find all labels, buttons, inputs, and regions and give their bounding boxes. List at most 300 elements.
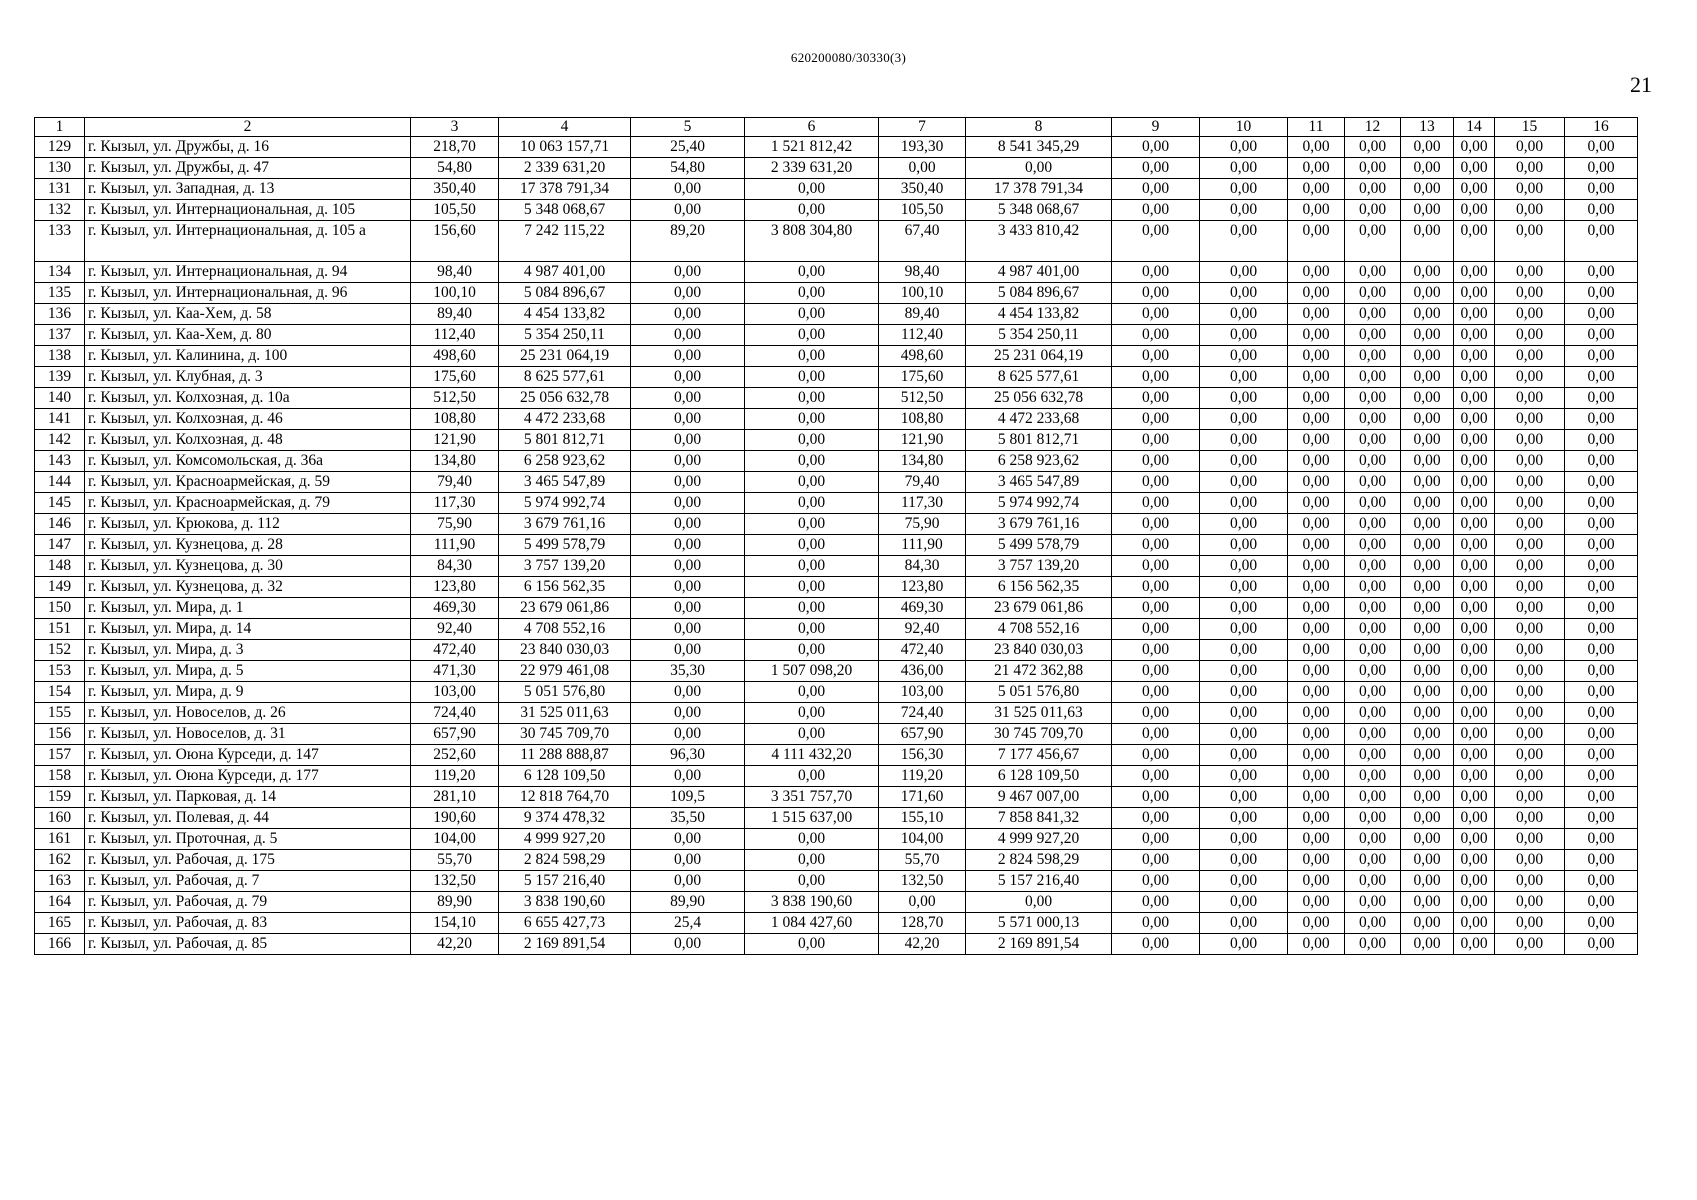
value-cell: 0,00 — [1112, 745, 1200, 766]
value-cell: 0,00 — [1495, 388, 1565, 409]
value-cell: 0,00 — [1288, 577, 1345, 598]
value-cell: 4 999 927,20 — [499, 829, 631, 850]
value-cell: 0,00 — [745, 703, 879, 724]
value-cell: 0,00 — [1345, 346, 1401, 367]
value-cell: 0,00 — [1454, 409, 1495, 430]
value-cell: 0,00 — [1345, 430, 1401, 451]
row-number-cell: 135 — [35, 283, 85, 304]
value-cell: 0,00 — [631, 766, 745, 787]
value-cell: 436,00 — [879, 661, 966, 682]
value-cell: 6 258 923,62 — [966, 451, 1112, 472]
value-cell: 0,00 — [1200, 682, 1288, 703]
value-cell: 5 051 576,80 — [499, 682, 631, 703]
row-number-cell: 161 — [35, 829, 85, 850]
value-cell: 0,00 — [1288, 829, 1345, 850]
value-cell: 0,00 — [1401, 913, 1454, 934]
value-cell: 0,00 — [1200, 158, 1288, 179]
value-cell: 0,00 — [1495, 745, 1565, 766]
column-header: 6 — [745, 118, 879, 137]
value-cell: 0,00 — [631, 682, 745, 703]
row-number-cell: 165 — [35, 913, 85, 934]
value-cell: 0,00 — [1495, 703, 1565, 724]
value-cell: 0,00 — [631, 598, 745, 619]
value-cell: 2 169 891,54 — [966, 934, 1112, 955]
value-cell: 0,00 — [1112, 850, 1200, 871]
row-number-cell: 147 — [35, 535, 85, 556]
value-cell: 0,00 — [1200, 493, 1288, 514]
table-row — [35, 766, 1638, 787]
value-cell: 0,00 — [1345, 304, 1401, 325]
value-cell: 0,00 — [1112, 472, 1200, 493]
address-cell: г. Кызыл, ул. Колхозная, д. 48 — [85, 430, 411, 451]
value-cell: 0,00 — [1565, 577, 1638, 598]
value-cell: 0,00 — [1112, 913, 1200, 934]
value-cell: 0,00 — [631, 577, 745, 598]
value-cell: 0,00 — [1454, 535, 1495, 556]
value-cell: 0,00 — [1565, 158, 1638, 179]
row-number-cell: 158 — [35, 766, 85, 787]
value-cell: 9 374 478,32 — [499, 808, 631, 829]
table-row — [35, 179, 1638, 200]
value-cell: 0,00 — [1565, 556, 1638, 577]
value-cell: 0,00 — [1401, 346, 1454, 367]
value-cell: 350,40 — [879, 179, 966, 200]
value-cell: 23 679 061,86 — [499, 598, 631, 619]
value-cell: 0,00 — [745, 367, 879, 388]
value-cell: 0,00 — [1401, 640, 1454, 661]
value-cell: 0,00 — [1495, 493, 1565, 514]
value-cell: 4 111 432,20 — [745, 745, 879, 766]
table-row — [35, 158, 1638, 179]
row-number-cell: 130 — [35, 158, 85, 179]
value-cell: 3 679 761,16 — [499, 514, 631, 535]
value-cell: 0,00 — [1565, 850, 1638, 871]
value-cell: 154,10 — [411, 913, 499, 934]
address-cell: г. Кызыл, ул. Мира, д. 1 — [85, 598, 411, 619]
value-cell: 0,00 — [1401, 179, 1454, 200]
value-cell: 0,00 — [1454, 640, 1495, 661]
value-cell: 1 515 637,00 — [745, 808, 879, 829]
value-cell: 6 128 109,50 — [499, 766, 631, 787]
value-cell: 155,10 — [879, 808, 966, 829]
value-cell: 0,00 — [745, 283, 879, 304]
table-row — [35, 451, 1638, 472]
address-cell: г. Кызыл, ул. Оюна Курседи, д. 177 — [85, 766, 411, 787]
address-cell: г. Кызыл, ул. Красноармейская, д. 59 — [85, 472, 411, 493]
value-cell: 0,00 — [1495, 430, 1565, 451]
value-cell: 0,00 — [1565, 745, 1638, 766]
value-cell: 0,00 — [1345, 598, 1401, 619]
value-cell: 0,00 — [1401, 682, 1454, 703]
value-cell: 0,00 — [1345, 388, 1401, 409]
value-cell: 0,00 — [1401, 430, 1454, 451]
value-cell: 6 128 109,50 — [966, 766, 1112, 787]
value-cell: 0,00 — [1495, 325, 1565, 346]
value-cell: 0,00 — [1401, 787, 1454, 808]
value-cell: 0,00 — [1565, 661, 1638, 682]
value-cell: 0,00 — [1345, 766, 1401, 787]
value-cell: 0,00 — [1288, 640, 1345, 661]
address-cell: г. Кызыл, ул. Кузнецова, д. 30 — [85, 556, 411, 577]
value-cell: 0,00 — [1495, 808, 1565, 829]
value-cell: 0,00 — [1288, 787, 1345, 808]
value-cell: 103,00 — [411, 682, 499, 703]
value-cell: 0,00 — [1112, 556, 1200, 577]
value-cell: 0,00 — [1345, 850, 1401, 871]
value-cell: 0,00 — [745, 388, 879, 409]
value-cell: 98,40 — [879, 262, 966, 283]
value-cell: 0,00 — [1495, 451, 1565, 472]
value-cell: 0,00 — [1495, 892, 1565, 913]
value-cell: 111,90 — [879, 535, 966, 556]
row-number-cell: 152 — [35, 640, 85, 661]
document-code: 620200080/30330(3) — [790, 50, 907, 65]
value-cell: 0,00 — [1565, 430, 1638, 451]
value-cell: 0,00 — [1454, 430, 1495, 451]
value-cell: 112,40 — [411, 325, 499, 346]
value-cell: 0,00 — [1401, 493, 1454, 514]
value-cell: 0,00 — [1401, 829, 1454, 850]
value-cell: 190,60 — [411, 808, 499, 829]
address-cell: г. Кызыл, ул. Рабочая, д. 7 — [85, 871, 411, 892]
table-row — [35, 472, 1638, 493]
table-row — [35, 871, 1638, 892]
value-cell: 0,00 — [1112, 577, 1200, 598]
value-cell: 0,00 — [1345, 871, 1401, 892]
value-cell: 3 838 190,60 — [499, 892, 631, 913]
row-number-cell: 141 — [35, 409, 85, 430]
value-cell: 0,00 — [1345, 262, 1401, 283]
value-cell: 0,00 — [1454, 724, 1495, 745]
value-cell: 25 056 632,78 — [966, 388, 1112, 409]
value-cell: 7 177 456,67 — [966, 745, 1112, 766]
value-cell: 0,00 — [1200, 200, 1288, 221]
value-cell: 0,00 — [1112, 619, 1200, 640]
value-cell: 0,00 — [879, 892, 966, 913]
address-cell: г. Кызыл, ул. Западная, д. 13 — [85, 179, 411, 200]
table-row — [35, 829, 1638, 850]
value-cell: 0,00 — [1454, 661, 1495, 682]
value-cell: 79,40 — [879, 472, 966, 493]
value-cell: 0,00 — [1112, 661, 1200, 682]
value-cell: 0,00 — [1112, 367, 1200, 388]
value-cell: 6 156 562,35 — [499, 577, 631, 598]
row-number-cell: 129 — [35, 137, 85, 158]
value-cell: 0,00 — [1401, 409, 1454, 430]
row-number-cell: 134 — [35, 262, 85, 283]
value-cell: 98,40 — [411, 262, 499, 283]
value-cell: 0,00 — [745, 200, 879, 221]
value-cell: 0,00 — [1200, 598, 1288, 619]
value-cell: 0,00 — [1345, 200, 1401, 221]
value-cell: 0,00 — [631, 325, 745, 346]
address-cell: г. Кызыл, ул. Парковая, д. 14 — [85, 787, 411, 808]
value-cell: 0,00 — [745, 325, 879, 346]
value-cell: 0,00 — [1112, 388, 1200, 409]
value-cell: 5 974 992,74 — [966, 493, 1112, 514]
value-cell: 0,00 — [1565, 221, 1638, 262]
value-cell: 92,40 — [411, 619, 499, 640]
value-cell: 0,00 — [631, 451, 745, 472]
value-cell: 3 757 139,20 — [499, 556, 631, 577]
address-cell: г. Кызыл, ул. Интернациональная, д. 94 — [85, 262, 411, 283]
value-cell: 5 499 578,79 — [966, 535, 1112, 556]
value-cell: 0,00 — [1565, 493, 1638, 514]
address-cell: г. Кызыл, ул. Клубная, д. 3 — [85, 367, 411, 388]
value-cell: 31 525 011,63 — [499, 703, 631, 724]
value-cell: 22 979 461,08 — [499, 661, 631, 682]
value-cell: 0,00 — [1345, 724, 1401, 745]
value-cell: 0,00 — [1200, 934, 1288, 955]
value-cell: 0,00 — [1200, 472, 1288, 493]
value-cell: 89,90 — [631, 892, 745, 913]
value-cell: 54,80 — [411, 158, 499, 179]
value-cell: 0,00 — [631, 871, 745, 892]
value-cell: 0,00 — [745, 577, 879, 598]
value-cell: 3 808 304,80 — [745, 221, 879, 262]
value-cell: 0,00 — [1495, 766, 1565, 787]
value-cell: 0,00 — [1112, 262, 1200, 283]
row-number-cell: 142 — [35, 430, 85, 451]
value-cell: 0,00 — [1288, 388, 1345, 409]
value-cell: 0,00 — [1288, 137, 1345, 158]
column-header: 7 — [879, 118, 966, 137]
table-row — [35, 346, 1638, 367]
value-cell: 35,50 — [631, 808, 745, 829]
value-cell: 0,00 — [1288, 200, 1345, 221]
address-cell: г. Кызыл, ул. Комсомольская, д. 36а — [85, 451, 411, 472]
row-number-cell: 159 — [35, 787, 85, 808]
address-cell: г. Кызыл, ул. Рабочая, д. 83 — [85, 913, 411, 934]
value-cell: 4 708 552,16 — [499, 619, 631, 640]
value-cell: 0,00 — [1112, 703, 1200, 724]
table-row — [35, 745, 1638, 766]
value-cell: 0,00 — [1454, 850, 1495, 871]
value-cell: 0,00 — [1495, 661, 1565, 682]
value-cell: 89,40 — [411, 304, 499, 325]
value-cell: 0,00 — [1401, 472, 1454, 493]
table-row — [35, 724, 1638, 745]
value-cell: 0,00 — [1112, 871, 1200, 892]
value-cell: 42,20 — [411, 934, 499, 955]
value-cell: 0,00 — [1495, 535, 1565, 556]
value-cell: 0,00 — [1565, 200, 1638, 221]
value-cell: 0,00 — [1565, 829, 1638, 850]
value-cell: 0,00 — [1401, 304, 1454, 325]
address-cell: г. Кызыл, ул. Колхозная, д. 10а — [85, 388, 411, 409]
value-cell: 2 169 891,54 — [499, 934, 631, 955]
value-cell: 25,4 — [631, 913, 745, 934]
value-cell: 5 354 250,11 — [499, 325, 631, 346]
table-row — [35, 388, 1638, 409]
value-cell: 0,00 — [1454, 158, 1495, 179]
value-cell: 0,00 — [1200, 262, 1288, 283]
value-cell: 0,00 — [1565, 598, 1638, 619]
value-cell: 134,80 — [879, 451, 966, 472]
value-cell: 0,00 — [1495, 200, 1565, 221]
value-cell: 17 378 791,34 — [966, 179, 1112, 200]
value-cell: 0,00 — [1112, 724, 1200, 745]
value-cell: 96,30 — [631, 745, 745, 766]
value-cell: 0,00 — [1200, 179, 1288, 200]
value-cell: 0,00 — [1200, 367, 1288, 388]
column-header: 3 — [411, 118, 499, 137]
value-cell: 0,00 — [1112, 200, 1200, 221]
value-cell: 0,00 — [1200, 556, 1288, 577]
value-cell: 0,00 — [631, 619, 745, 640]
value-cell: 0,00 — [1454, 221, 1495, 262]
value-cell: 0,00 — [1200, 850, 1288, 871]
value-cell: 0,00 — [1112, 598, 1200, 619]
value-cell: 0,00 — [1495, 137, 1565, 158]
table-row — [35, 598, 1638, 619]
value-cell: 0,00 — [1495, 346, 1565, 367]
value-cell: 0,00 — [631, 179, 745, 200]
value-cell: 0,00 — [1401, 724, 1454, 745]
value-cell: 5 157 216,40 — [966, 871, 1112, 892]
row-number-cell: 154 — [35, 682, 85, 703]
value-cell: 112,40 — [879, 325, 966, 346]
value-cell: 0,00 — [1565, 262, 1638, 283]
value-cell: 4 454 133,82 — [499, 304, 631, 325]
value-cell: 0,00 — [1401, 598, 1454, 619]
value-cell: 9 467 007,00 — [966, 787, 1112, 808]
value-cell: 8 625 577,61 — [499, 367, 631, 388]
value-cell: 0,00 — [1288, 409, 1345, 430]
value-cell: 1 084 427,60 — [745, 913, 879, 934]
value-cell: 0,00 — [631, 724, 745, 745]
value-cell: 42,20 — [879, 934, 966, 955]
row-number-cell: 148 — [35, 556, 85, 577]
table-row — [35, 577, 1638, 598]
value-cell: 0,00 — [1288, 766, 1345, 787]
value-cell: 0,00 — [1454, 179, 1495, 200]
value-cell: 0,00 — [1345, 514, 1401, 535]
value-cell: 0,00 — [1200, 409, 1288, 430]
value-cell: 89,90 — [411, 892, 499, 913]
value-cell: 0,00 — [1401, 934, 1454, 955]
value-cell: 132,50 — [879, 871, 966, 892]
address-cell: г. Кызыл, ул. Дружбы, д. 16 — [85, 137, 411, 158]
value-cell: 128,70 — [879, 913, 966, 934]
value-cell: 0,00 — [1112, 640, 1200, 661]
value-cell: 0,00 — [1200, 703, 1288, 724]
value-cell: 0,00 — [1112, 137, 1200, 158]
value-cell: 0,00 — [1112, 934, 1200, 955]
value-cell: 0,00 — [631, 556, 745, 577]
value-cell: 23 840 030,03 — [966, 640, 1112, 661]
value-cell: 0,00 — [1495, 871, 1565, 892]
value-cell: 10 063 157,71 — [499, 137, 631, 158]
value-cell: 109,5 — [631, 787, 745, 808]
value-cell: 0,00 — [1495, 787, 1565, 808]
table-row — [35, 221, 1638, 262]
value-cell: 92,40 — [879, 619, 966, 640]
value-cell: 0,00 — [1200, 346, 1288, 367]
value-cell: 0,00 — [1345, 829, 1401, 850]
value-cell: 0,00 — [1454, 451, 1495, 472]
value-cell: 5 051 576,80 — [966, 682, 1112, 703]
value-cell: 0,00 — [1454, 346, 1495, 367]
value-cell: 0,00 — [1112, 451, 1200, 472]
value-cell: 471,30 — [411, 661, 499, 682]
value-cell: 0,00 — [1565, 472, 1638, 493]
value-cell: 79,40 — [411, 472, 499, 493]
table-row — [35, 892, 1638, 913]
value-cell: 0,00 — [1565, 682, 1638, 703]
value-cell: 0,00 — [1495, 367, 1565, 388]
value-cell: 0,00 — [1454, 304, 1495, 325]
address-cell: г. Кызыл, ул. Мира, д. 14 — [85, 619, 411, 640]
table-row — [35, 640, 1638, 661]
address-cell: г. Кызыл, ул. Кузнецова, д. 32 — [85, 577, 411, 598]
value-cell: 0,00 — [1565, 619, 1638, 640]
value-cell: 121,90 — [879, 430, 966, 451]
value-cell: 3 465 547,89 — [499, 472, 631, 493]
row-number-cell: 143 — [35, 451, 85, 472]
value-cell: 0,00 — [1454, 745, 1495, 766]
row-number-cell: 155 — [35, 703, 85, 724]
value-cell: 0,00 — [1288, 514, 1345, 535]
value-cell: 5 348 068,67 — [499, 200, 631, 221]
value-cell: 0,00 — [1288, 724, 1345, 745]
value-cell: 0,00 — [631, 493, 745, 514]
value-cell: 0,00 — [1112, 430, 1200, 451]
value-cell: 3 838 190,60 — [745, 892, 879, 913]
value-cell: 25 231 064,19 — [499, 346, 631, 367]
value-cell: 193,30 — [879, 137, 966, 158]
value-cell: 0,00 — [1345, 892, 1401, 913]
value-cell: 0,00 — [1454, 808, 1495, 829]
value-cell: 0,00 — [879, 158, 966, 179]
value-cell: 0,00 — [1454, 682, 1495, 703]
table-row — [35, 682, 1638, 703]
value-cell: 119,20 — [879, 766, 966, 787]
value-cell: 4 708 552,16 — [966, 619, 1112, 640]
value-cell: 0,00 — [745, 451, 879, 472]
table-row — [35, 850, 1638, 871]
value-cell: 0,00 — [1200, 137, 1288, 158]
value-cell: 25 231 064,19 — [966, 346, 1112, 367]
value-cell: 0,00 — [1565, 808, 1638, 829]
address-cell: г. Кызыл, ул. Проточная, д. 5 — [85, 829, 411, 850]
value-cell: 0,00 — [1401, 158, 1454, 179]
value-cell: 4 999 927,20 — [966, 829, 1112, 850]
value-cell: 0,00 — [745, 934, 879, 955]
value-cell: 0,00 — [966, 158, 1112, 179]
value-cell: 0,00 — [1200, 766, 1288, 787]
value-cell: 0,00 — [1565, 346, 1638, 367]
value-cell: 0,00 — [1454, 556, 1495, 577]
value-cell: 0,00 — [1200, 787, 1288, 808]
value-cell: 0,00 — [1345, 451, 1401, 472]
value-cell: 0,00 — [631, 409, 745, 430]
value-cell: 0,00 — [1288, 325, 1345, 346]
value-cell: 0,00 — [1565, 766, 1638, 787]
address-cell: г. Кызыл, ул. Калинина, д. 100 — [85, 346, 411, 367]
value-cell: 0,00 — [1454, 577, 1495, 598]
value-cell: 0,00 — [631, 262, 745, 283]
row-number-cell: 131 — [35, 179, 85, 200]
value-cell: 0,00 — [1345, 158, 1401, 179]
value-cell: 0,00 — [631, 850, 745, 871]
value-cell: 105,50 — [411, 200, 499, 221]
value-cell: 0,00 — [1288, 367, 1345, 388]
value-cell: 0,00 — [1495, 304, 1565, 325]
row-number-cell: 137 — [35, 325, 85, 346]
value-cell: 0,00 — [1345, 640, 1401, 661]
value-cell: 0,00 — [1565, 409, 1638, 430]
